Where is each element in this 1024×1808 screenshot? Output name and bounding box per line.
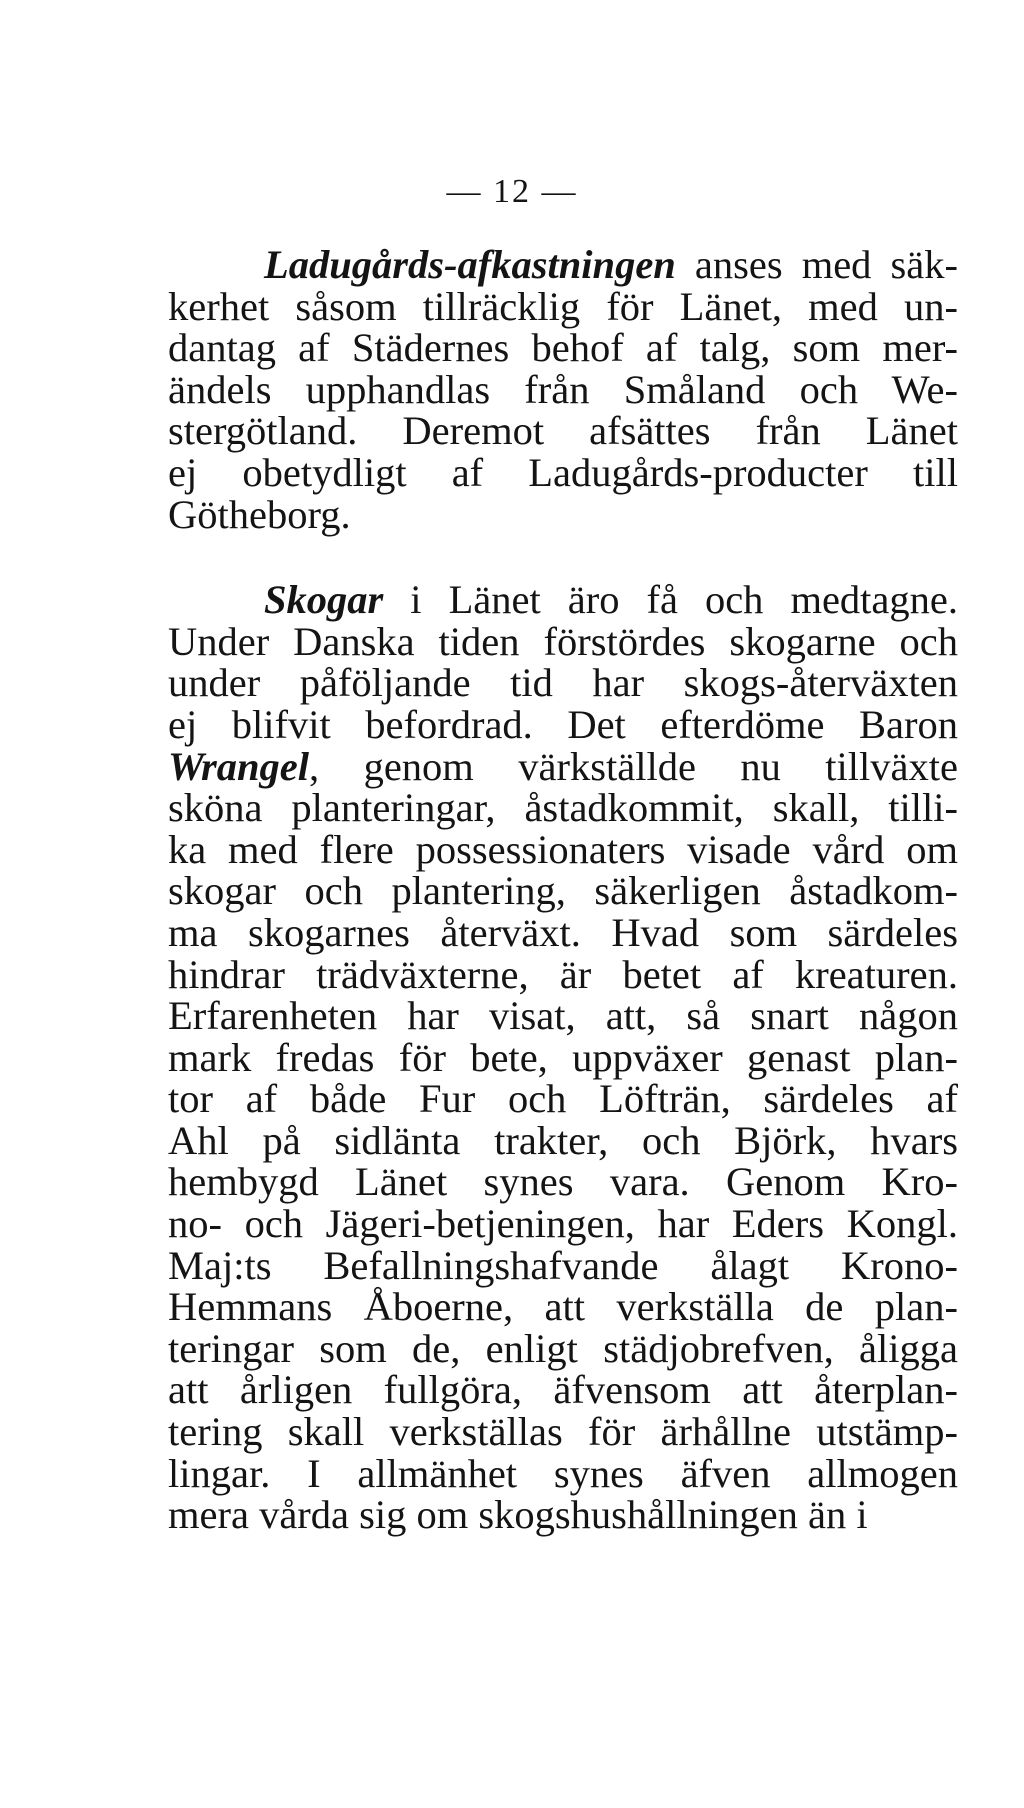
line-text: att årligen fullgöra, äfvensom att återplan- xyxy=(168,1367,958,1413)
line-text: ka med flere possessionaters visade vård om xyxy=(168,826,958,872)
line-text: , genom värkställde nu tillväxte xyxy=(309,743,958,789)
text-line xyxy=(168,662,958,704)
text-line xyxy=(168,1203,958,1245)
line-text: ej blifvit befordrad. Det efterdöme Baron xyxy=(168,701,958,747)
line-text: mera vårda sig om skogshushållningen än i xyxy=(168,1492,868,1538)
line-text: teringar som de, enligt städjobrefven, åligga xyxy=(168,1325,958,1371)
text-line xyxy=(168,701,958,747)
text-line xyxy=(168,579,958,621)
text-line xyxy=(168,618,958,664)
text-line xyxy=(168,1411,958,1453)
text-line xyxy=(168,1242,958,1288)
page-number-header: — 12 — xyxy=(446,173,578,210)
text-line xyxy=(168,1494,958,1536)
text-line xyxy=(168,244,958,286)
emphasized-term: Skogar xyxy=(264,577,384,623)
text-line xyxy=(168,1117,958,1163)
line-text: skogar och plantering, säkerligen åstadkom- xyxy=(168,868,958,914)
text-line xyxy=(168,366,958,412)
text-line xyxy=(168,1325,958,1371)
line-text: Götheborg. xyxy=(168,491,351,537)
line-text: no- och Jägeri-betjeningen, har Eders Kongl. xyxy=(168,1201,958,1247)
text-line xyxy=(168,410,958,452)
line-text: under påföljande tid har skogs-återväxten xyxy=(168,660,958,706)
line-text: anses med säk- xyxy=(675,242,958,287)
line-text: i Länet äro få och medtagne. xyxy=(383,577,958,623)
text-line xyxy=(168,1161,958,1203)
text-line xyxy=(168,870,958,912)
text-line xyxy=(168,787,958,829)
text-line xyxy=(168,1034,958,1080)
line-text: sköna planteringar, åstadkommit, skall, tilli- xyxy=(168,785,958,831)
text-line xyxy=(168,743,958,789)
line-text: hembygd Länet synes vara. Genom Kro- xyxy=(168,1159,958,1205)
text-line xyxy=(168,826,958,872)
line-text: tering skall verkställas för ärhållne utstämp- xyxy=(168,1409,958,1455)
line-text: kerhet såsom tillräcklig för Länet, med un- xyxy=(168,283,958,329)
text-line xyxy=(168,1286,958,1328)
text-line xyxy=(168,1369,958,1411)
line-text: Ahl på sidlänta trakter, och Björk, hvars xyxy=(168,1117,958,1163)
text-line xyxy=(168,283,958,329)
line-text: ej obetydligt af Ladugårds-producter till xyxy=(168,449,958,495)
line-text: lingar. I allmänhet synes äfven allmogen xyxy=(168,1450,958,1496)
line-text: ändels upphandlas från Småland och We- xyxy=(168,366,958,412)
paragraph-2 xyxy=(168,579,958,1536)
text-line xyxy=(168,951,958,997)
line-text: Maj:ts Befallningshafvande ålagt Krono- xyxy=(168,1242,958,1288)
text-line xyxy=(168,909,958,955)
emphasized-term: Wrangel xyxy=(168,743,310,789)
body-text xyxy=(168,244,958,1536)
text-line xyxy=(168,995,958,1037)
line-text: Erfarenheten har visat, att, så snart någon xyxy=(168,993,958,1039)
line-text: stergötland. Deremot afsättes från Länet xyxy=(168,408,958,454)
text-line xyxy=(168,491,958,537)
text-line xyxy=(168,1450,958,1496)
line-text: mark fredas för bete, uppväxer genast plan- xyxy=(168,1034,958,1080)
line-text: Under Danska tiden förstördes skogarne och xyxy=(168,618,958,664)
text-line xyxy=(168,327,958,369)
text-line xyxy=(168,449,958,495)
paragraph-1 xyxy=(168,244,958,535)
line-text: Hemmans Åboerne, att verkställa de plan- xyxy=(168,1284,958,1330)
line-text: dantag af Städernes behof af talg, som mer- xyxy=(168,325,958,371)
line-text: hindrar trädväxterne, är betet af kreaturen. xyxy=(168,951,958,997)
text-line xyxy=(168,1078,958,1120)
line-text: ma skogarnes återväxt. Hvad som särdeles xyxy=(168,909,958,955)
emphasized-term: Ladugårds-afkastningen xyxy=(264,242,676,287)
line-text: tor af både Fur och Löfträn, särdeles af xyxy=(168,1076,958,1122)
